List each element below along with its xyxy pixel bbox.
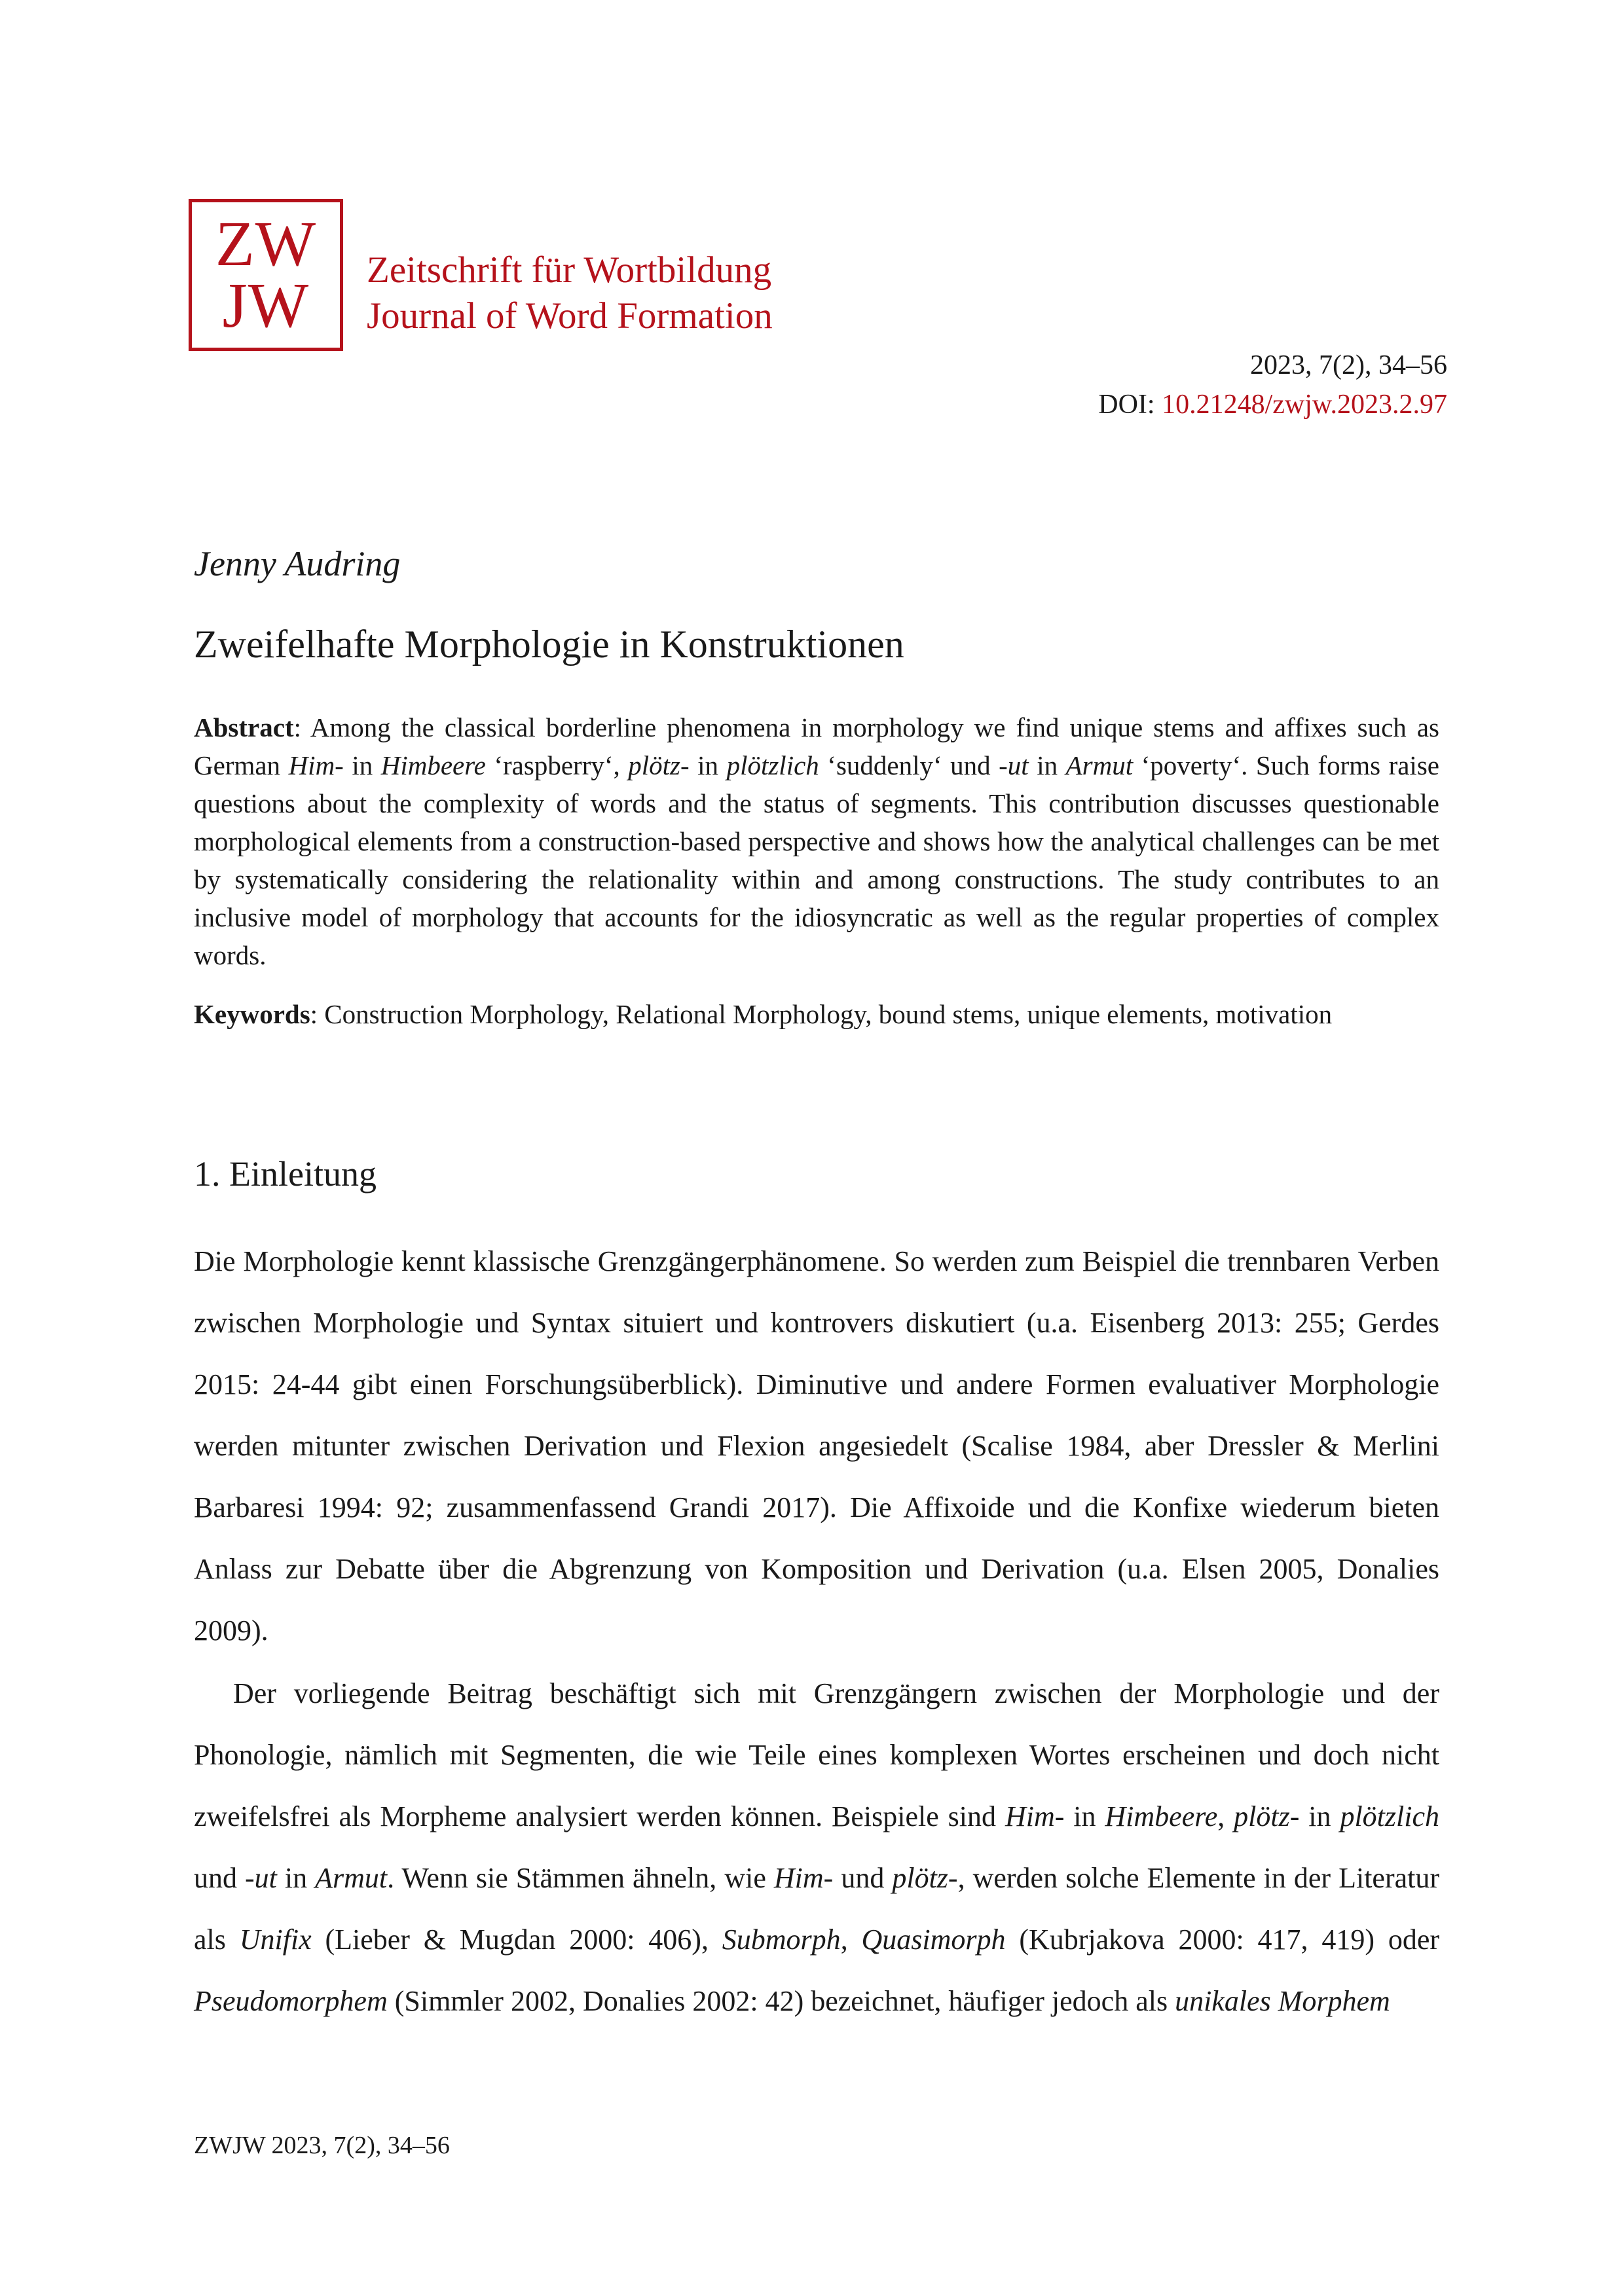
paragraph-text: Der vorliegende Beitrag beschäftigt sich mit Grenzgängern zwischen der Morphologie und der Phonologie, nämlich mit Segmenten, die wie Teile eines komplexen Wortes erscheinen und doch nicht zweifelsfrei als Morpheme analysiert werden können. Beispiele sind [194,1677,1439,1832]
paragraph-term: plötz- [892,1862,958,1894]
citation: 2023, 7(2), 34–56 [1250,350,1447,380]
keywords-label: Keywords [194,999,310,1029]
paragraph-text: , [1217,1800,1234,1832]
keywords-text: : Construction Morphology, Relational Morphology, bound stems, unique elements, motivation [310,999,1333,1029]
paragraph-text: (Lieber & Mugdan 2000: 406), [311,1923,722,1956]
abstract-text: in [1028,750,1066,780]
journal-name [367,247,773,339]
abstract-term: plötz- [628,750,690,780]
page-footer: ZWJW 2023, 7(2), 34–56 [194,2132,450,2159]
author-name: Jenny Audring [194,544,401,583]
doi-line [1098,385,1447,424]
abstract-text: in [343,750,381,780]
abstract-term: plötzlich [726,750,819,780]
logo-line-1: ZW [215,209,317,280]
paragraph-text: in [276,1862,316,1894]
paragraph-term: unikales Morphem [1175,1985,1390,2017]
paragraph-term: Submorph [722,1923,841,1956]
paragraph-term: Quasimorph [861,1923,1006,1956]
paragraph-term: Him- [773,1862,834,1894]
paragraph-term: plötz- [1234,1800,1300,1832]
abstract-term: Armut [1065,750,1134,780]
paragraph-text: in [1299,1800,1340,1832]
paragraph-term: Unifix [239,1923,312,1956]
abstract-text: ‘raspberry‘, [485,750,629,780]
paragraph-term: Himbeere [1105,1800,1218,1832]
journal-logo [189,199,343,351]
journal-name-english: Journal of Word Formation [367,295,773,337]
keywords [194,995,1439,1033]
article-title: Zweifelhafte Morphologie in Konstruktionen [194,623,904,666]
abstract-term: Him- [288,750,344,780]
paragraph-term: Pseudomorphem [194,1985,388,2017]
paragraph-text: (Simmler 2002, Donalies 2002: 42) bezeichnet, häufiger jedoch als [387,1985,1175,2017]
abstract [194,708,1439,974]
paragraph-1: Die Morphologie kennt klassische Grenzgängerphänomene. So werden zum Beispiel die trennbaren Verben zwischen Morphologie und Syntax situiert und kontrovers diskutiert (u.a. Eisenberg 2013: 255; Gerdes 2015: 24-44 gibt einen Forschungsüberblick). Diminutive und andere Formen evaluativer Morphologie werden mitunter zwischen Derivation und Flexion angesiedelt (Scalise 1984, aber Dressler & Merlini Barbaresi 1994: 92; zusammenfassend Grandi 2017). Die Affixoide und die Konfixe wiederum bieten Anlass zur Debatte über die Abgrenzung von Komposition und Derivation (u.a. Elsen 2005, Donalies 2009). [194,1245,1439,1647]
abstract-text: in [689,750,727,780]
paragraph-text: und [194,1862,246,1894]
doi-label: DOI: [1098,390,1162,420]
paragraph-text: , [840,1923,862,1956]
abstract-text: ‘suddenly‘ und [819,750,999,780]
logo-line-2: JW [222,270,310,341]
journal-name-german: Zeitschrift für Wortbildung [367,249,772,291]
abstract-text: ‘poverty‘. Such forms raise questions about the complexity of words and the status of segments. This contribution discusses questionable morphological elements from a construction-based perspective and shows how the analytical challenges can be met by systematically considering the relationality within and among constructions. The study contributes to an inclusive model of morphology that accounts for the idiosyncratic as well as the regular properties of complex words. [194,750,1439,970]
paragraph-text: (Kubrjakova 2000: 417, 419) oder [1005,1923,1440,1956]
paragraph-term: plötzlich [1340,1800,1439,1832]
paragraph-text: , werden solche Elemente in der Literatur als [194,1862,1440,1956]
paragraph-2 [194,1663,1439,2032]
doi-link[interactable]: 10.21248/zwjw.2023.2.97 [1162,390,1447,420]
abstract-term: -ut [999,750,1029,780]
paragraph-text: in [1064,1800,1105,1832]
abstract-term: Himbeere [380,750,486,780]
abstract-text: : Among the classical borderline phenomena in morphology we find unique stems and affixes such as German [194,712,1439,780]
section-heading: 1. Einleitung [194,1154,377,1194]
paragraph-text: . Wenn sie Stämmen ähneln, wie [387,1862,774,1894]
paragraph-term: Him- [1005,1800,1065,1832]
article-meta [1098,346,1447,424]
abstract-label: Abstract [194,712,294,742]
paragraph-term: -ut [245,1862,277,1894]
paragraph-term: Armut [315,1862,388,1894]
paragraph-text: und [833,1862,893,1894]
